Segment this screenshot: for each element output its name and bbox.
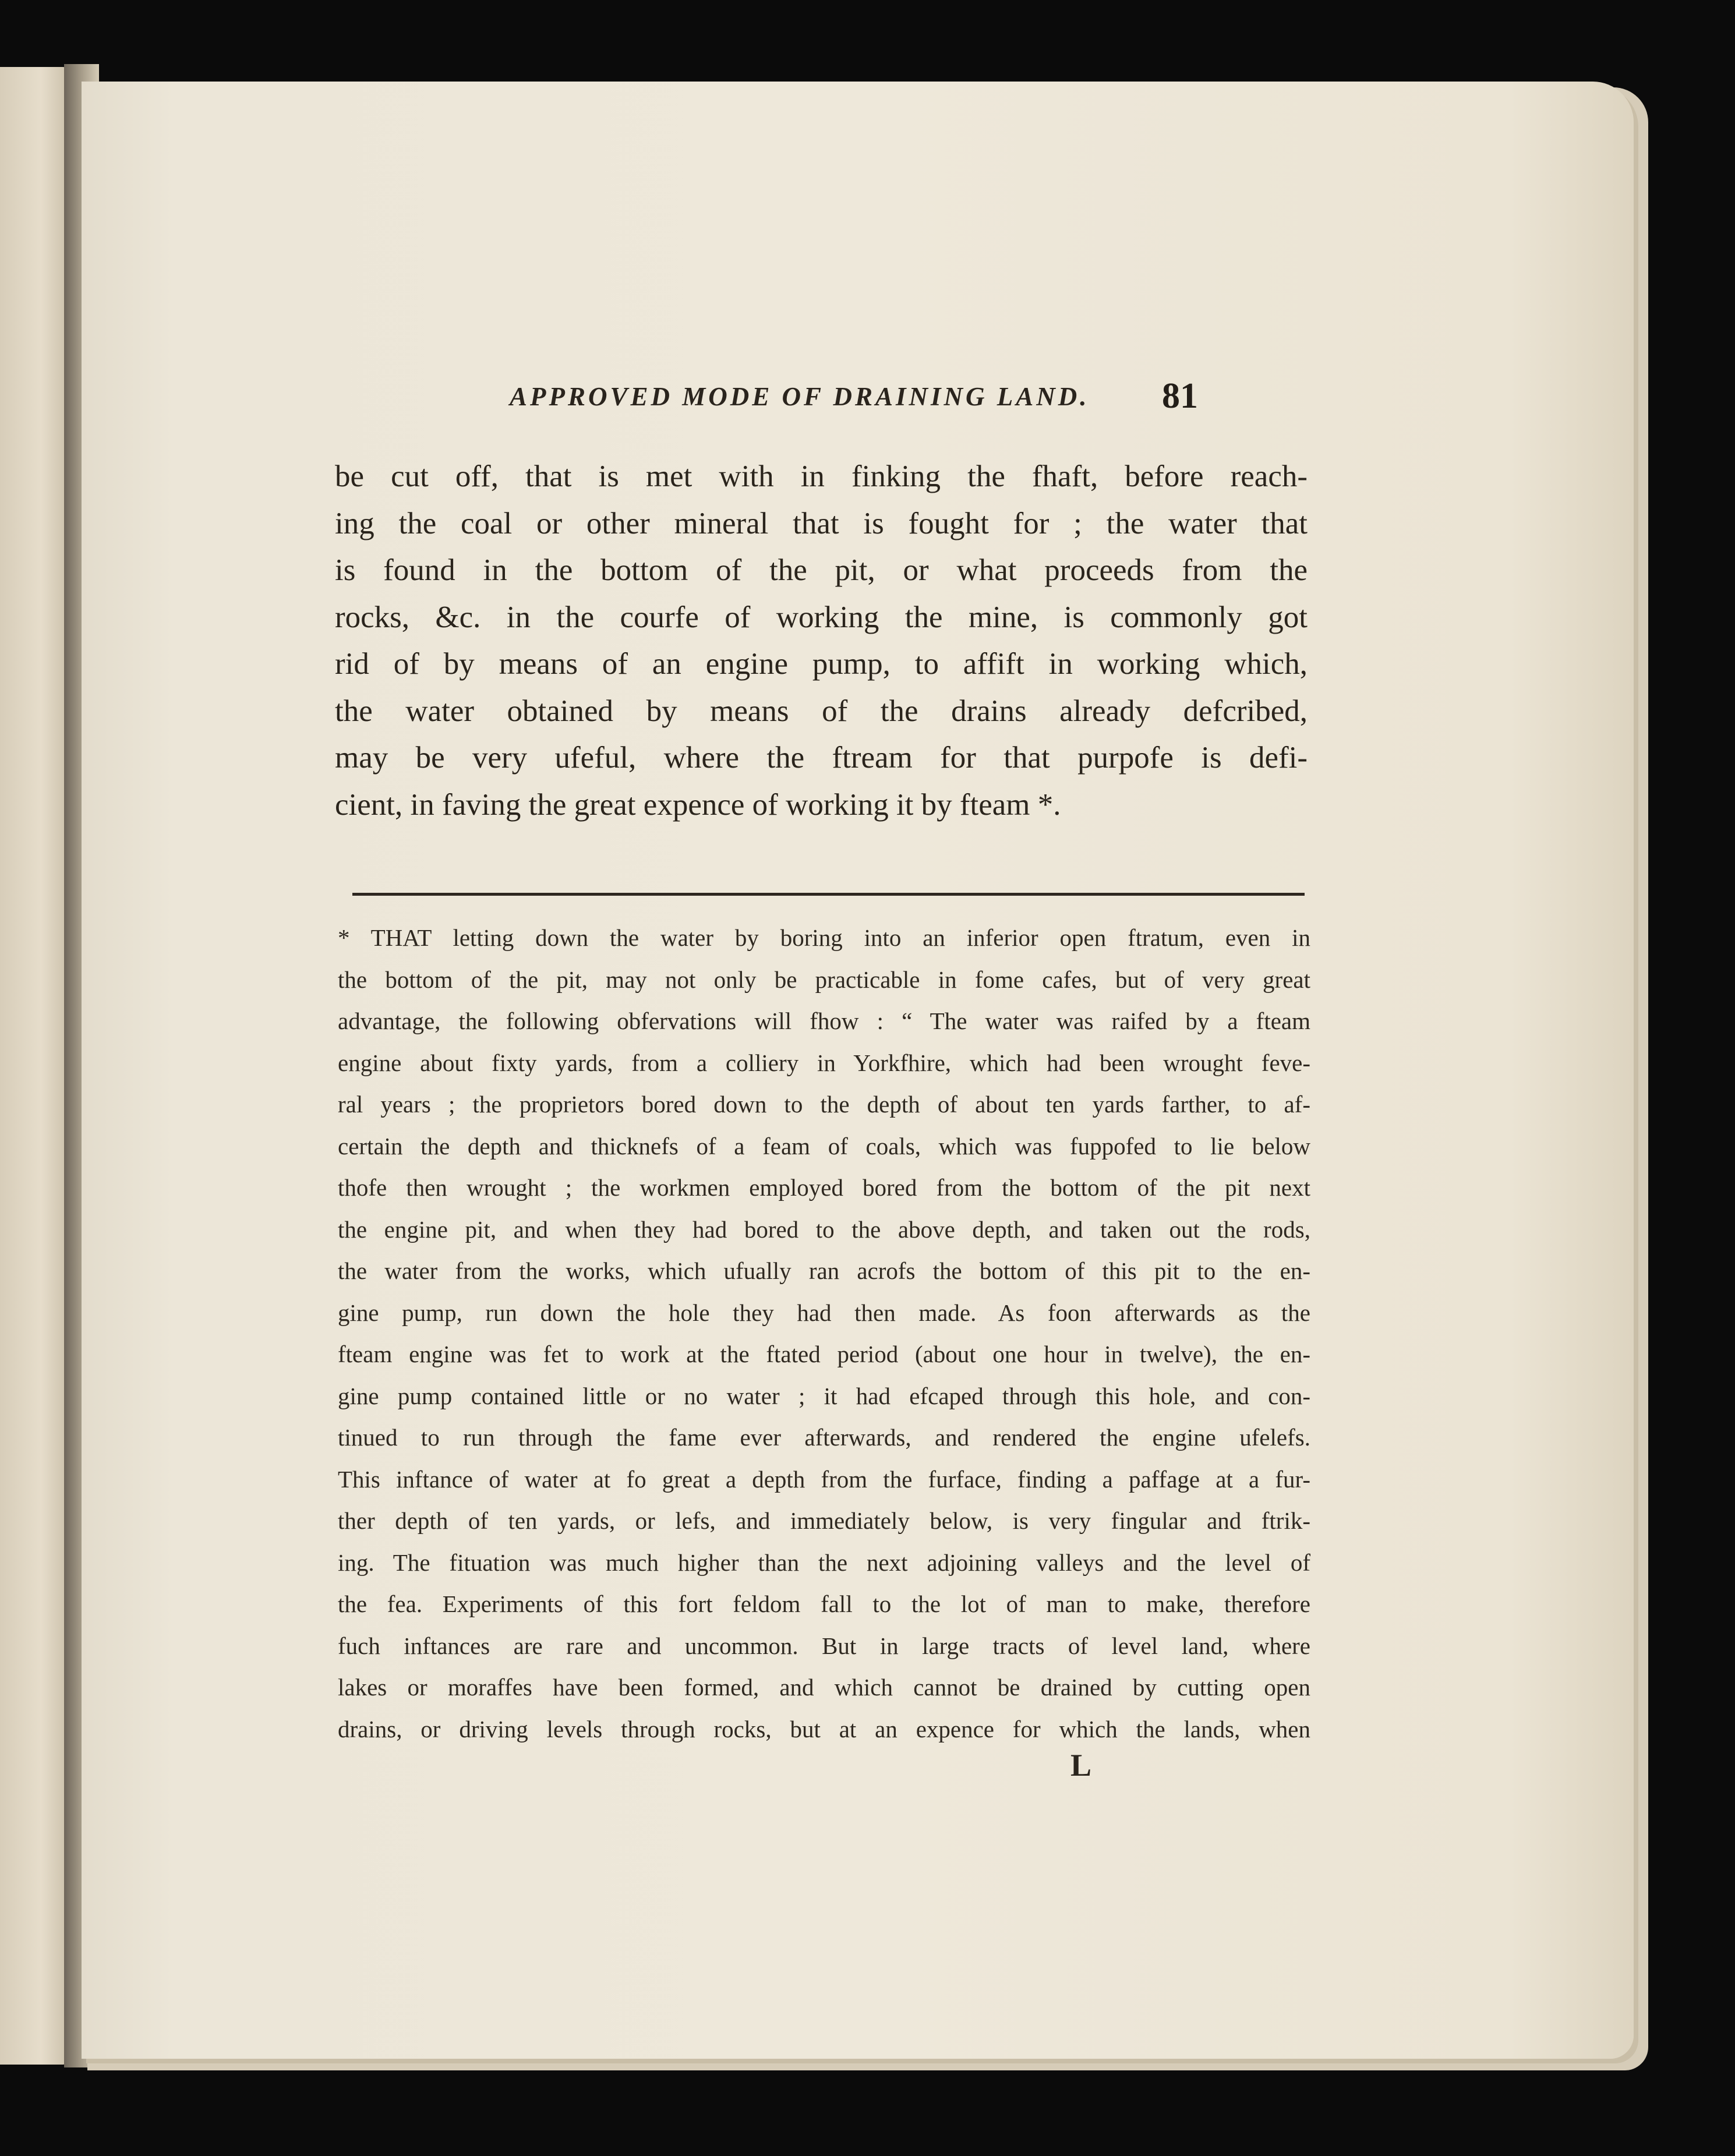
footnote-line: the bottom of the pit, may not only be practicable in fome cafes, but of very great bbox=[338, 966, 1310, 993]
body-line: is found in the bottom of the pit, or what proceeds from the bbox=[335, 553, 1308, 587]
footnote bbox=[338, 917, 1310, 1750]
footnote-line: lakes or moraffes have been formed, and which cannot be drained by cutting open bbox=[338, 1674, 1310, 1701]
footnote-line: thofe then wrought ; the workmen employed bored from the bottom of the pit next bbox=[338, 1174, 1310, 1201]
facing-page-edge bbox=[0, 67, 75, 2065]
footnote-line: ther depth of ten yards, or lefs, and immediately below, is very fingular and ftrik- bbox=[338, 1507, 1310, 1534]
footnote-rule bbox=[352, 893, 1305, 896]
signature-mark: L bbox=[1070, 1748, 1092, 1783]
book-page bbox=[82, 82, 1634, 2059]
body-line: rocks, &c. in the courfe of working the mine, is commonly got bbox=[335, 600, 1308, 634]
footnote-line: certain the depth and thicknefs of a feam of coals, which was fuppofed to lie below bbox=[338, 1132, 1310, 1160]
body-line: the water obtained by means of the drains already defcribed, bbox=[335, 694, 1308, 728]
body-line: be cut off, that is met with in finking the fhaft, before reach- bbox=[335, 460, 1308, 493]
page-number: 81 bbox=[1162, 376, 1198, 416]
footnote-line: gine pump contained little or no water ; it had efcaped through this hole, and con- bbox=[338, 1382, 1310, 1409]
body-line: ing the coal or other mineral that is fought for ; the water that bbox=[335, 506, 1308, 540]
footnote-line: This inftance of water at fo great a depth from the furface, finding a paffage at a fur- bbox=[338, 1465, 1310, 1493]
body-text bbox=[335, 453, 1308, 828]
footnote-line: * THAT letting down the water by boring into an inferior open ftratum, even in bbox=[338, 924, 1310, 951]
running-head bbox=[82, 376, 1634, 428]
footnote-line: the engine pit, and when they had bored to the above depth, and taken out the rods, bbox=[338, 1215, 1310, 1243]
footnote-line: gine pump, run down the hole they had then made. As foon afterwards as the bbox=[338, 1299, 1310, 1326]
footnote-line: advantage, the following obfervations will fhow : “ The water was raifed by a fteam bbox=[338, 1008, 1310, 1034]
footnote-line: tinued to run through the fame ever afterwards, and rendered the engine ufelefs. bbox=[338, 1424, 1310, 1451]
running-title: APPROVED MODE OF DRAINING LAND. bbox=[510, 382, 1090, 411]
body-line: rid of by means of an engine pump, to affift in working which, bbox=[335, 647, 1308, 681]
footnote-line: fteam engine was fet to work at the ftated period (about one hour in twelve), the en- bbox=[338, 1341, 1310, 1367]
footnote-line: drains, or driving levels through rocks, but at an expence for which the lands, when bbox=[338, 1715, 1310, 1743]
footnote-line: engine about fixty yards, from a colliery in Yorkfhire, which had been wrought feve- bbox=[338, 1049, 1310, 1076]
body-line: may be very ufeful, where the ftream for that purpofe is defi- bbox=[335, 741, 1308, 775]
footnote-line: fuch inftances are rare and uncommon. But in large tracts of level land, where bbox=[338, 1632, 1310, 1659]
footnote-line: the fea. Experiments of this fort feldom fall to the lot of man to make, therefore bbox=[338, 1591, 1310, 1617]
footnote-line: the water from the works, which ufually ran acrofs the bottom of this pit to the en- bbox=[338, 1257, 1310, 1284]
footnote-line: ral years ; the proprietors bored down to the depth of about ten yards farther, to af- bbox=[338, 1091, 1310, 1118]
body-line: cient, in faving the great expence of working it by fteam *. bbox=[335, 787, 1061, 822]
footnote-line: ing. The fituation was much higher than the next adjoining valleys and the level of bbox=[338, 1549, 1310, 1576]
